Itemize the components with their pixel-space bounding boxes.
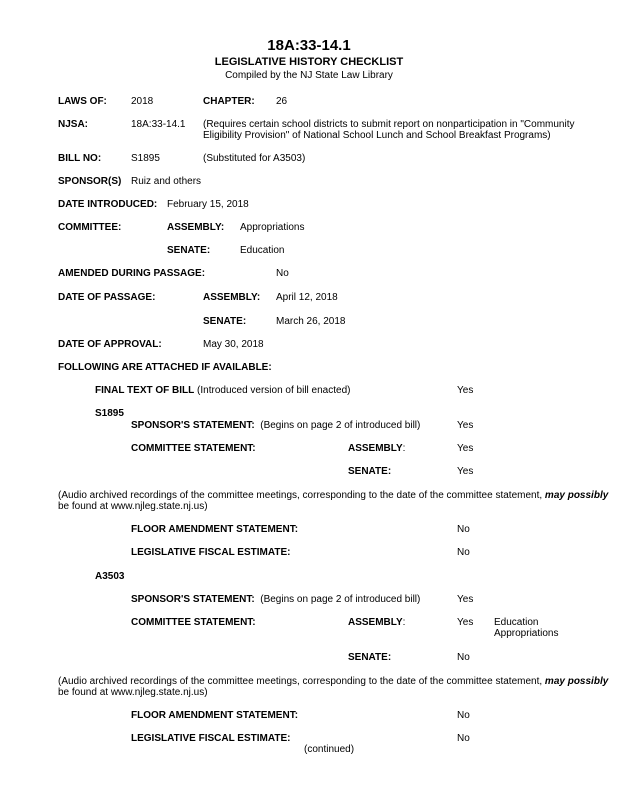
audio-note-1-text: (Audio archived recordings of the committee meetings, corresponding to the date of the committee statement, — [58, 490, 545, 501]
audio-note-2-text: (Audio archived recordings of the committee meetings, corresponding to the date of the committee statement, — [58, 676, 545, 687]
committee-label: COMMITTEE: — [58, 222, 122, 233]
amended-label: AMENDED DURING PASSAGE: — [58, 268, 206, 279]
s1895-assembly-label-row: ASSEMBLY: — [348, 443, 406, 454]
passage-senate-value: March 26, 2018 — [276, 316, 346, 327]
s1895-senate-label: SENATE: — [348, 466, 392, 477]
passage-assembly-label: ASSEMBLY: — [203, 292, 261, 303]
passage-assembly-value: April 12, 2018 — [276, 292, 338, 303]
njsa-label: NJSA: — [58, 119, 89, 130]
s1895-floor-amendment-value: No — [457, 524, 470, 535]
page-title: 18A:33-14.1 — [267, 37, 351, 54]
date-introduced-value: February 15, 2018 — [167, 199, 249, 210]
committee-assembly-value: Appropriations — [240, 222, 305, 233]
njsa-description-line-2: Eligibility Provision" of National School Lunch and School Breakfast Programs) — [203, 130, 551, 141]
a3503-assembly-committee-2: Appropriations — [494, 628, 559, 639]
laws-of-value: 2018 — [131, 96, 154, 107]
passage-senate-label: SENATE: — [203, 316, 247, 327]
compiled-by: Compiled by the NJ State Law Library — [225, 70, 393, 81]
s1895-sponsor-statement-value: Yes — [457, 420, 474, 431]
s1895-fiscal-estimate-label: LEGISLATIVE FISCAL ESTIMATE: — [131, 547, 291, 558]
attached-heading: FOLLOWING ARE ATTACHED IF AVAILABLE: — [58, 362, 272, 373]
a3503-floor-amendment-label: FLOOR AMENDMENT STATEMENT: — [131, 710, 299, 721]
audio-note-2-emphasis: may possibly — [544, 676, 609, 687]
s1895-fiscal-estimate-value: No — [457, 547, 470, 558]
sponsors-value: Ruiz and others — [131, 176, 202, 187]
a3503-fiscal-estimate-label: LEGISLATIVE FISCAL ESTIMATE: — [131, 733, 291, 744]
a3503-sponsor-statement-row — [131, 594, 420, 606]
s1895-heading: S1895 — [95, 408, 124, 419]
s1895-senate-value: Yes — [457, 466, 474, 477]
date-of-approval-value: May 30, 2018 — [203, 339, 264, 350]
s1895-assembly-label: ASSEMBLY — [348, 443, 403, 454]
laws-of-label: LAWS OF: — [58, 96, 107, 107]
final-text-note: (Introduced version of bill enacted) — [194, 385, 351, 396]
bill-no-note: (Substituted for A3503) — [203, 153, 306, 164]
committee-senate-label: SENATE: — [167, 245, 211, 256]
chapter-value: 26 — [276, 96, 288, 107]
a3503-heading: A3503 — [95, 571, 125, 582]
chapter-label: CHAPTER: — [203, 96, 255, 107]
s1895-sponsor-statement-note: (Begins on page 2 of introduced bill) — [254, 420, 421, 431]
a3503-senate-label: SENATE: — [348, 652, 392, 663]
njsa-value: 18A:33-14.1 — [131, 119, 186, 130]
page-subtitle: LEGISLATIVE HISTORY CHECKLIST — [214, 56, 404, 68]
final-text-value: Yes — [457, 385, 474, 396]
a3503-sponsor-statement-label: SPONSOR'S STATEMENT: — [131, 594, 255, 605]
a3503-sponsor-statement-value: Yes — [457, 594, 474, 605]
date-introduced-label: DATE INTRODUCED: — [58, 199, 158, 210]
njsa-description-line-1: (Requires certain school districts to submit report on nonparticipation in "Community — [203, 119, 575, 130]
a3503-assembly-label: ASSEMBLY — [348, 617, 403, 628]
audio-note-1-emphasis: may possibly — [544, 490, 609, 501]
s1895-committee-statement-label: COMMITTEE STATEMENT: — [131, 443, 256, 454]
a3503-floor-amendment-value: No — [457, 710, 470, 721]
audio-note-1-line-2: be found at www.njleg.state.nj.us) — [58, 501, 208, 512]
s1895-assembly-value: Yes — [457, 443, 474, 454]
bill-no-value: S1895 — [131, 153, 160, 164]
amended-value: No — [276, 268, 289, 279]
sponsors-label: SPONSOR(S) — [58, 176, 122, 187]
final-text-label: FINAL TEXT OF BILL — [95, 385, 195, 396]
a3503-assembly-committee-1: Education — [494, 617, 539, 628]
bill-no-label: BILL NO: — [58, 153, 102, 164]
a3503-assembly-value: Yes — [457, 617, 474, 628]
committee-assembly-label: ASSEMBLY: — [167, 222, 225, 233]
a3503-assembly-label-row: ASSEMBLY: — [348, 617, 406, 628]
date-of-passage-label: DATE OF PASSAGE: — [58, 292, 156, 303]
a3503-committee-statement-label: COMMITTEE STATEMENT: — [131, 617, 256, 628]
a3503-sponsor-statement-note: (Begins on page 2 of introduced bill) — [254, 594, 421, 605]
committee-senate-value: Education — [240, 245, 285, 256]
s1895-sponsor-statement-row — [131, 420, 420, 432]
date-of-approval-label: DATE OF APPROVAL: — [58, 339, 162, 350]
continued-note: (continued) — [304, 744, 355, 755]
final-text-row — [95, 385, 350, 397]
a3503-senate-value: No — [457, 652, 470, 663]
audio-note-2-line-2: be found at www.njleg.state.nj.us) — [58, 687, 208, 698]
s1895-sponsor-statement-label: SPONSOR'S STATEMENT: — [131, 420, 255, 431]
s1895-floor-amendment-label: FLOOR AMENDMENT STATEMENT: — [131, 524, 299, 535]
a3503-fiscal-estimate-value: No — [457, 733, 470, 744]
